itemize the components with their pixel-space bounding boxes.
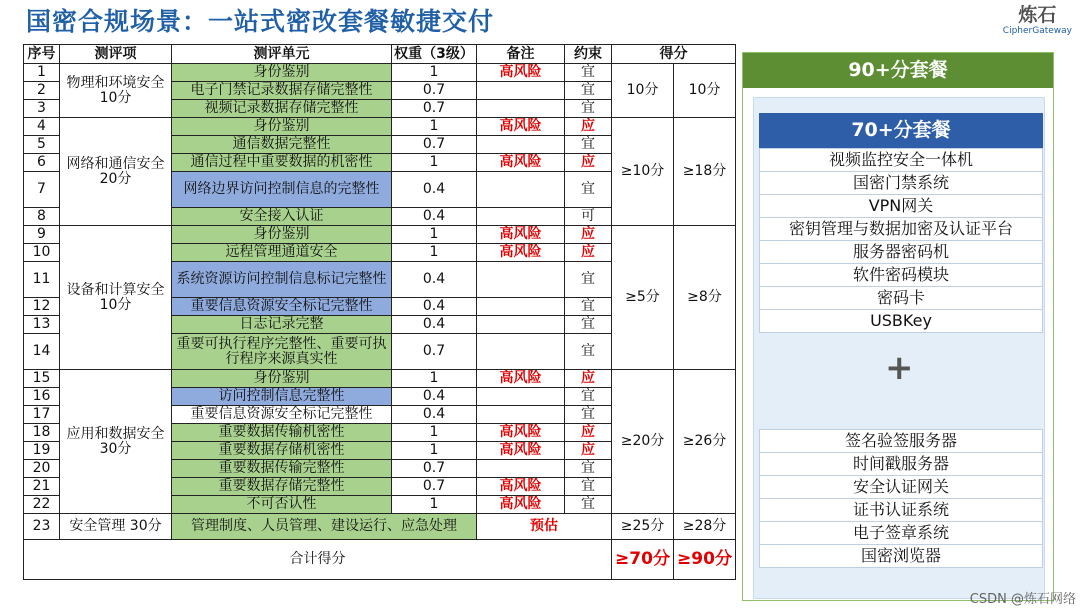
row-index: 21 [24, 478, 60, 496]
row-weight: 1 [392, 244, 477, 262]
row-unit: 日志记录完整 [172, 316, 392, 334]
row-index: 16 [24, 388, 60, 406]
row-constraint: 宜 [565, 316, 612, 334]
row-unit: 网络边界访问控制信息的完整性 [172, 172, 392, 208]
row-constraint: 宜 [565, 64, 612, 82]
row-index: 8 [24, 208, 60, 226]
row-note: 高风险 [477, 226, 565, 244]
row-note [477, 316, 565, 334]
header-score: 得分 [612, 45, 736, 64]
package-item: 国密门禁系统 [759, 172, 1043, 195]
total-score-70: ≥70分 [612, 540, 674, 580]
plus-icon: + [885, 348, 914, 388]
row-unit: 身份鉴别 [172, 64, 392, 82]
row-constraint: 宜 [565, 82, 612, 100]
row-constraint: 宜 [565, 388, 612, 406]
group-score-90: ≥18分 [674, 118, 736, 226]
row-unit: 远程管理通道安全 [172, 244, 392, 262]
row-weight: 0.4 [392, 298, 477, 316]
row-unit: 重要数据传输机密性 [172, 424, 392, 442]
package-70-list [759, 148, 1043, 333]
row-note [477, 334, 565, 370]
row-weight: 0.4 [392, 316, 477, 334]
row-note [477, 460, 565, 478]
row-index: 4 [24, 118, 60, 136]
row-weight: 0.7 [392, 460, 477, 478]
mgmt-index: 23 [24, 514, 60, 540]
brand-logo [1003, 4, 1072, 36]
mgmt-unit: 管理制度、人员管理、建设运行、应急处理 [172, 514, 477, 540]
row-unit: 访问控制信息完整性 [172, 388, 392, 406]
group-item: 设备和计算安全 10分 [60, 226, 172, 370]
row-constraint: 宜 [565, 262, 612, 298]
table-row [24, 226, 736, 244]
page-title: 国密合规场景：一站式密改套餐敏捷交付 [26, 7, 495, 36]
row-weight: 1 [392, 154, 477, 172]
row-unit: 重要数据存储完整性 [172, 478, 392, 496]
row-note: 高风险 [477, 424, 565, 442]
header-note: 备注 [477, 45, 565, 64]
row-weight: 1 [392, 118, 477, 136]
header-constraint: 约束 [565, 45, 612, 64]
row-constraint: 应 [565, 442, 612, 460]
total-row [24, 540, 736, 580]
row-index: 13 [24, 316, 60, 334]
package-item: 证书认证系统 [759, 499, 1043, 522]
row-unit: 安全接入认证 [172, 208, 392, 226]
row-weight: 0.4 [392, 388, 477, 406]
row-note [477, 262, 565, 298]
header-weight: 权重（3级） [392, 45, 477, 64]
footer-credit: CSDN @炼石网络 [969, 592, 1076, 607]
row-weight: 0.4 [392, 406, 477, 424]
group-item: 网络和通信安全 20分 [60, 118, 172, 226]
row-index: 18 [24, 424, 60, 442]
row-index: 5 [24, 136, 60, 154]
header-item: 测评项 [60, 45, 172, 64]
row-note [477, 208, 565, 226]
row-weight: 1 [392, 226, 477, 244]
total-label: 合计得分 [24, 540, 612, 580]
row-index: 6 [24, 154, 60, 172]
package-item: 签名验签服务器 [759, 429, 1043, 453]
row-note: 高风险 [477, 496, 565, 514]
mgmt-score-70: ≥25分 [612, 514, 674, 540]
row-index: 19 [24, 442, 60, 460]
table-body [24, 64, 736, 580]
group-score-90: 10分 [674, 64, 736, 118]
row-note: 高风险 [477, 442, 565, 460]
row-constraint: 宜 [565, 298, 612, 316]
row-note [477, 298, 565, 316]
row-note: 高风险 [477, 154, 565, 172]
row-constraint: 应 [565, 370, 612, 388]
row-constraint: 应 [565, 424, 612, 442]
package-item: 服务器密码机 [759, 241, 1043, 264]
row-weight: 0.4 [392, 208, 477, 226]
row-constraint: 应 [565, 118, 612, 136]
logo-text: 炼石 [1018, 4, 1057, 26]
row-constraint: 宜 [565, 478, 612, 496]
row-unit: 通信过程中重要数据的机密性 [172, 154, 392, 172]
row-unit: 电子门禁记录数据存储完整性 [172, 82, 392, 100]
row-constraint: 宜 [565, 460, 612, 478]
row-note [477, 172, 565, 208]
group-score-70: ≥5分 [612, 226, 674, 370]
row-index: 20 [24, 460, 60, 478]
row-constraint: 宜 [565, 136, 612, 154]
row-index: 15 [24, 370, 60, 388]
package-item: 时间戳服务器 [759, 453, 1043, 476]
package-item: 国密浏览器 [759, 545, 1043, 568]
group-score-90: ≥8分 [674, 226, 736, 370]
row-unit: 视频记录数据存储完整性 [172, 100, 392, 118]
row-constraint: 可 [565, 208, 612, 226]
row-note: 高风险 [477, 370, 565, 388]
package-item: 视频监控安全一体机 [759, 148, 1043, 172]
group-score-90: ≥26分 [674, 370, 736, 514]
group-score-70: 10分 [612, 64, 674, 118]
row-constraint: 应 [565, 244, 612, 262]
row-index: 11 [24, 262, 60, 298]
package-panel [742, 52, 1054, 601]
row-unit: 身份鉴别 [172, 226, 392, 244]
row-unit: 身份鉴别 [172, 118, 392, 136]
row-note [477, 100, 565, 118]
row-weight: 1 [392, 64, 477, 82]
mgmt-score-90: ≥28分 [674, 514, 736, 540]
row-index: 22 [24, 496, 60, 514]
mgmt-item: 安全管理 30分 [60, 514, 172, 540]
score-table [23, 44, 736, 580]
mgmt-note: 预估 [477, 514, 612, 540]
row-weight: 0.7 [392, 82, 477, 100]
package-item: 安全认证网关 [759, 476, 1043, 499]
package-item: 电子签章系统 [759, 522, 1043, 545]
row-note [477, 136, 565, 154]
package-item: 密码卡 [759, 287, 1043, 310]
package-item: 密钥管理与数据加密及认证平台 [759, 218, 1043, 241]
row-unit: 重要数据传输完整性 [172, 460, 392, 478]
row-constraint: 宜 [565, 172, 612, 208]
row-constraint: 宜 [565, 334, 612, 370]
package-90-header: 90+分套餐 [743, 53, 1053, 88]
row-unit: 重要信息资源安全标记完整性 [172, 406, 392, 424]
row-note: 高风险 [477, 244, 565, 262]
package-item: USBKey [759, 310, 1043, 333]
row-weight: 0.7 [392, 100, 477, 118]
group-item: 物理和环境安全 10分 [60, 64, 172, 118]
row-index: 14 [24, 334, 60, 370]
row-weight: 1 [392, 370, 477, 388]
row-weight: 1 [392, 442, 477, 460]
row-note [477, 406, 565, 424]
logo-subtext: CipherGateway [1002, 26, 1072, 36]
header-unit: 测评单元 [172, 45, 392, 64]
row-weight: 0.4 [392, 172, 477, 208]
row-unit: 身份鉴别 [172, 370, 392, 388]
header-index: 序号 [24, 45, 60, 64]
row-note: 高风险 [477, 64, 565, 82]
total-score-90: ≥90分 [674, 540, 736, 580]
row-constraint: 应 [565, 226, 612, 244]
row-index: 17 [24, 406, 60, 424]
table-row [24, 118, 736, 136]
row-weight: 1 [392, 424, 477, 442]
package-item: 软件密码模块 [759, 264, 1043, 287]
row-constraint: 应 [565, 154, 612, 172]
row-note: 高风险 [477, 118, 565, 136]
row-weight: 1 [392, 496, 477, 514]
package-item: VPN网关 [759, 195, 1043, 218]
row-unit: 重要可执行程序完整性、重要可执行程序来源真实性 [172, 334, 392, 370]
row-index: 1 [24, 64, 60, 82]
table-row [24, 370, 736, 388]
row-index: 12 [24, 298, 60, 316]
group-score-70: ≥10分 [612, 118, 674, 226]
row-unit: 重要信息资源安全标记完整性 [172, 298, 392, 316]
package-90-list [759, 429, 1043, 568]
row-index: 2 [24, 82, 60, 100]
table-row [24, 64, 736, 82]
row-unit: 通信数据完整性 [172, 136, 392, 154]
row-weight: 0.7 [392, 334, 477, 370]
row-index: 7 [24, 172, 60, 208]
row-index: 10 [24, 244, 60, 262]
row-weight: 0.7 [392, 136, 477, 154]
group-item: 应用和数据安全 30分 [60, 370, 172, 514]
row-unit: 系统资源访问控制信息标记完整性 [172, 262, 392, 298]
row-weight: 0.4 [392, 262, 477, 298]
table-row [24, 514, 736, 540]
row-constraint: 宜 [565, 496, 612, 514]
row-note [477, 82, 565, 100]
row-note [477, 388, 565, 406]
row-weight: 0.7 [392, 478, 477, 496]
group-score-70: ≥20分 [612, 370, 674, 514]
row-note: 高风险 [477, 478, 565, 496]
row-unit: 重要数据存储机密性 [172, 442, 392, 460]
row-constraint: 宜 [565, 100, 612, 118]
package-70-header: 70+分套餐 [759, 113, 1043, 148]
row-unit: 不可否认性 [172, 496, 392, 514]
row-index: 9 [24, 226, 60, 244]
row-index: 3 [24, 100, 60, 118]
row-constraint: 宜 [565, 406, 612, 424]
